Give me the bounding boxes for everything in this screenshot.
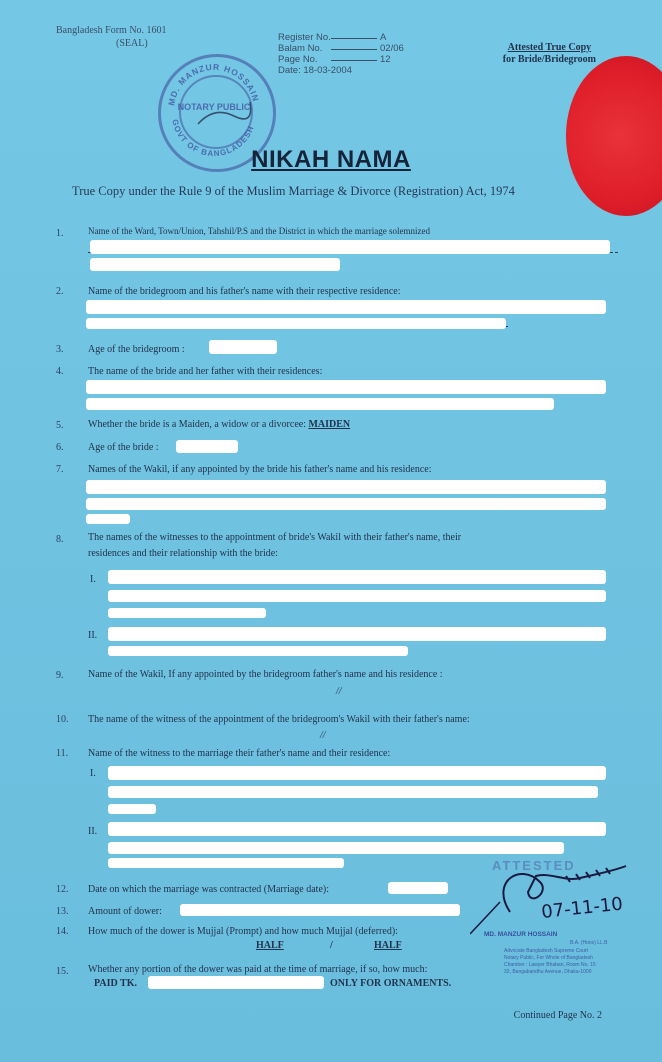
register-no-value: A <box>380 32 387 43</box>
dower-separator: / <box>330 940 333 951</box>
item-label: Whether the bride is a Maiden, a widow or a divorcee: MAIDEN <box>88 419 351 430</box>
item-label: Age of the bride : <box>88 442 159 453</box>
redaction <box>108 646 408 656</box>
redaction <box>108 590 606 602</box>
attested-true-copy: Attested True Copy for Bride/Bridegroom <box>502 42 596 65</box>
svg-text:Advocate Bangladesh Supreme Co: Advocate Bangladesh Supreme Court <box>504 948 588 954</box>
register-date: Date: 18-03-2004 <box>278 65 352 76</box>
redaction <box>86 380 606 394</box>
ditto-mark: // <box>336 686 342 697</box>
svg-text:07-11-10: 07-11-10 <box>540 893 624 923</box>
item-number: 4. <box>56 366 64 377</box>
svg-text:32, Bangabandhu Avenue, Dhaka-: 32, Bangabandhu Avenue, Dhaka-1000 <box>504 969 592 975</box>
redaction <box>388 882 448 894</box>
document-subtitle: True Copy under the Rule 9 of the Muslim Marriage & Divorce (Registration) Act, 1974 <box>72 184 515 198</box>
redaction <box>108 608 266 618</box>
redaction <box>86 498 606 510</box>
item-number: 6. <box>56 442 64 453</box>
red-seal-sticker <box>566 56 662 216</box>
item-number: 11. <box>56 748 69 759</box>
redaction <box>86 318 506 329</box>
signature-image <box>470 852 646 980</box>
balam-no-value: 02/06 <box>380 43 404 54</box>
redaction <box>176 440 238 453</box>
item-label: The name of the bride and her father with their residences: <box>88 366 323 377</box>
item-number: 2. <box>56 286 64 297</box>
item-number: 15. <box>56 966 69 977</box>
item-number: 7. <box>56 464 64 475</box>
item-label-cont: residences and their relationship with the bride: <box>88 548 278 559</box>
svg-text:Notary Public, For Whole of Ba: Notary Public, For Whole of Bangladesh <box>504 955 593 961</box>
redaction <box>108 570 606 584</box>
paid-label: PAID TK. <box>94 978 137 989</box>
item-number: 8. <box>56 534 64 545</box>
continued-page-note: Continued Page No. 2 <box>513 1010 602 1021</box>
item-label: Name of the witness to the marriage their father's name and their residence: <box>88 748 391 759</box>
redaction <box>90 258 340 271</box>
svg-text:MD. MANZUR HOSSAIN: MD. MANZUR HOSSAIN <box>484 931 558 938</box>
svg-text:ATTESTED: ATTESTED <box>492 858 576 873</box>
item-number: 5. <box>56 420 64 431</box>
page-no-label: Page No. <box>278 54 318 65</box>
item-label: The names of the witnesses to the appointment of bride's Wakil with their father's name, their <box>88 532 462 543</box>
item-label: The name of the witness of the appointment of the bridegroom's Wakil with their father's name: <box>88 714 470 725</box>
item-number: 12. <box>56 884 69 895</box>
svg-text:B.A. (Hons) LL.B: B.A. (Hons) LL.B <box>570 940 608 946</box>
attestation-stamp <box>470 852 646 980</box>
witness-index: I. <box>90 574 96 585</box>
item-number: 14. <box>56 926 69 937</box>
svg-text:NOTARY PUBLIC: NOTARY PUBLIC <box>177 102 251 112</box>
item-label: Name of the Ward, Town/Union, Tahshil/P.S and the District in which the marriage solemnized <box>88 226 430 236</box>
svg-text:GOVT OF BANGLADESH: GOVT OF BANGLADESH <box>170 118 256 159</box>
redaction <box>148 976 324 989</box>
redaction <box>209 340 277 354</box>
balam-no-label: Balam No. <box>278 43 323 54</box>
witness-index: II. <box>88 630 98 641</box>
page-no-value: 12 <box>380 54 391 65</box>
item-label: Date on which the marriage was contracted (Marriage date): <box>88 884 329 895</box>
redaction <box>108 766 606 780</box>
item-number: 1. <box>56 228 64 239</box>
form-number: Bangladesh Form No. 1601 <box>56 25 167 36</box>
redaction <box>180 904 460 916</box>
paid-suffix: ONLY FOR ORNAMENTS. <box>330 978 452 989</box>
item-number: 13. <box>56 906 69 917</box>
register-no-label: Register No. <box>278 32 331 43</box>
svg-text:Chamber : Lawyer Bhaban, Room: Chamber : Lawyer Bhaban, Room No. 15 <box>504 962 596 968</box>
redaction <box>108 804 156 814</box>
document-title: NIKAH NAMA <box>251 146 411 173</box>
dower-prompt-answer: HALF <box>256 940 284 951</box>
redaction <box>108 822 606 836</box>
bride-status-answer: MAIDEN <box>308 419 351 430</box>
item-label: Age of the bridegroom : <box>88 344 185 355</box>
redaction <box>86 514 130 524</box>
redaction <box>108 786 598 798</box>
seal-label: (SEAL) <box>116 38 148 49</box>
item-label: Whether any portion of the dower was paid at the time of marriage, if so, how much: <box>88 964 428 975</box>
item-label: Name of the bridegroom and his father's name with their respective residence: <box>88 286 401 297</box>
redaction <box>86 300 606 314</box>
witness-index: I. <box>90 768 96 779</box>
item-label: How much of the dower is Mujjal (Prompt) and how much Mujjal (deferred): <box>88 926 398 937</box>
item-number: 10. <box>56 714 69 725</box>
item-label: Name of the Wakil, If any appointed by the bridegroom father's name and his residence : <box>88 669 443 680</box>
item-number: 9. <box>56 670 64 681</box>
item-label: Amount of dower: <box>88 906 162 917</box>
item-label: Names of the Wakil, if any appointed by the bride his father's name and his residence: <box>88 464 432 475</box>
dower-deferred-answer: HALF <box>374 940 402 951</box>
redaction <box>108 858 344 868</box>
redaction <box>108 627 606 641</box>
svg-text:MD. MANZUR HOSSAIN: MD. MANZUR HOSSAIN <box>166 61 262 107</box>
witness-index: II. <box>88 826 98 837</box>
form-header <box>56 24 167 50</box>
ditto-mark: // <box>320 730 326 741</box>
item-number: 3. <box>56 344 64 355</box>
redaction <box>86 398 554 410</box>
register-block <box>278 32 404 76</box>
redaction <box>90 240 610 254</box>
redaction <box>86 480 606 494</box>
